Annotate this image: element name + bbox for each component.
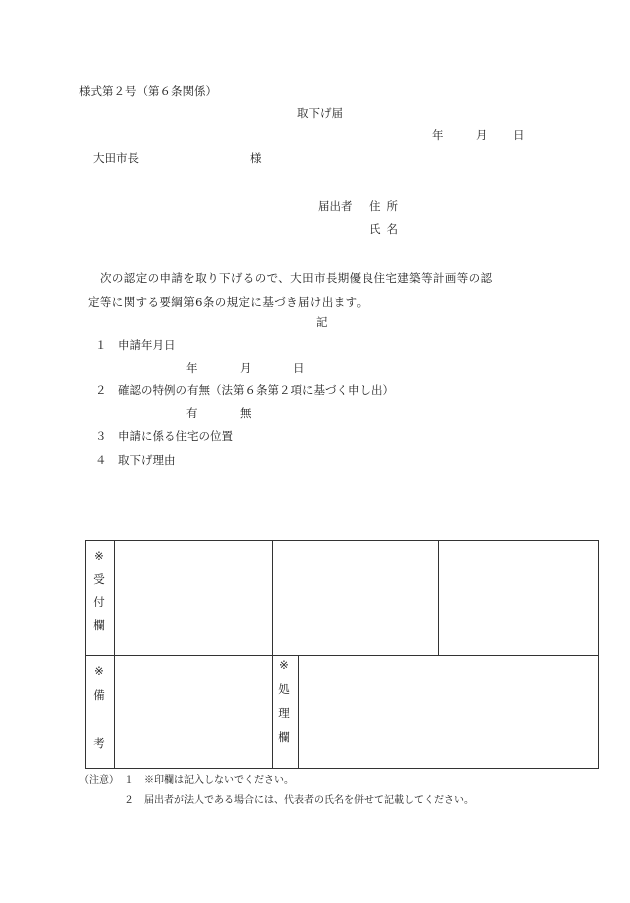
- receipt-column-label: ※ 受 付 欄: [93, 549, 105, 632]
- document-title: 取下げ届: [297, 106, 343, 120]
- table-col-divider: [272, 541, 273, 768]
- applicant-label: 届出者: [318, 199, 353, 213]
- ki-heading: 記: [316, 315, 328, 329]
- form-number: 様式第２号（第６条関係）: [79, 84, 217, 98]
- item-1-month-label: 月: [240, 361, 252, 375]
- table-col-divider: [438, 541, 439, 655]
- applicant-name-label: 氏名: [369, 222, 404, 236]
- item-2-text: 確認の特例の有無（法第６条第２項に基づく申し出）: [118, 383, 394, 397]
- table-row-divider: [86, 655, 598, 656]
- item-1-year-label: 年: [186, 361, 198, 375]
- remarks-column-label: ※ 備 考: [93, 664, 105, 750]
- date-year-label: 年: [432, 128, 444, 142]
- body-text: [88, 266, 558, 314]
- item-1-number: １: [95, 338, 107, 352]
- item-4-text: 取下げ理由: [118, 453, 176, 467]
- addressee-honorific: 様: [250, 151, 262, 165]
- item-2-option-no: 無: [240, 406, 252, 420]
- office-use-table: [85, 540, 599, 769]
- notes-label: （注意）: [79, 775, 119, 786]
- table-col-divider: [114, 541, 115, 768]
- item-2-option-yes: 有: [186, 406, 198, 420]
- item-2-number: ２: [95, 383, 107, 397]
- processing-column-label: ※ 処 理 欄: [278, 658, 290, 744]
- note-2-text: 届出者が法人である場合には、代表者の氏名を併せて記載してください。: [144, 795, 474, 806]
- item-4-number: ４: [95, 453, 107, 467]
- item-3-number: ３: [95, 429, 107, 443]
- body-text-line1: 次の認定の申請を取り下げるので、大田市長期優良住宅建築等計画等の認: [100, 271, 493, 285]
- body-text-line2: 定等に関する要綱第6条の規定に基づき届け出ます。: [88, 295, 369, 309]
- applicant-address-label: 住所: [369, 199, 404, 213]
- item-1-day-label: 日: [293, 361, 305, 375]
- note-2-number: ２: [124, 795, 134, 806]
- note-1-text: ※印欄は記入しないでください。: [144, 775, 294, 786]
- item-1-text: 申請年月日: [118, 338, 176, 352]
- date-month-label: 月: [476, 128, 488, 142]
- date-day-label: 日: [513, 128, 525, 142]
- item-3-text: 申請に係る住宅の位置: [118, 429, 233, 443]
- addressee-name: 大田市長: [93, 151, 139, 165]
- note-1-number: １: [124, 775, 134, 786]
- table-col-divider: [298, 655, 299, 768]
